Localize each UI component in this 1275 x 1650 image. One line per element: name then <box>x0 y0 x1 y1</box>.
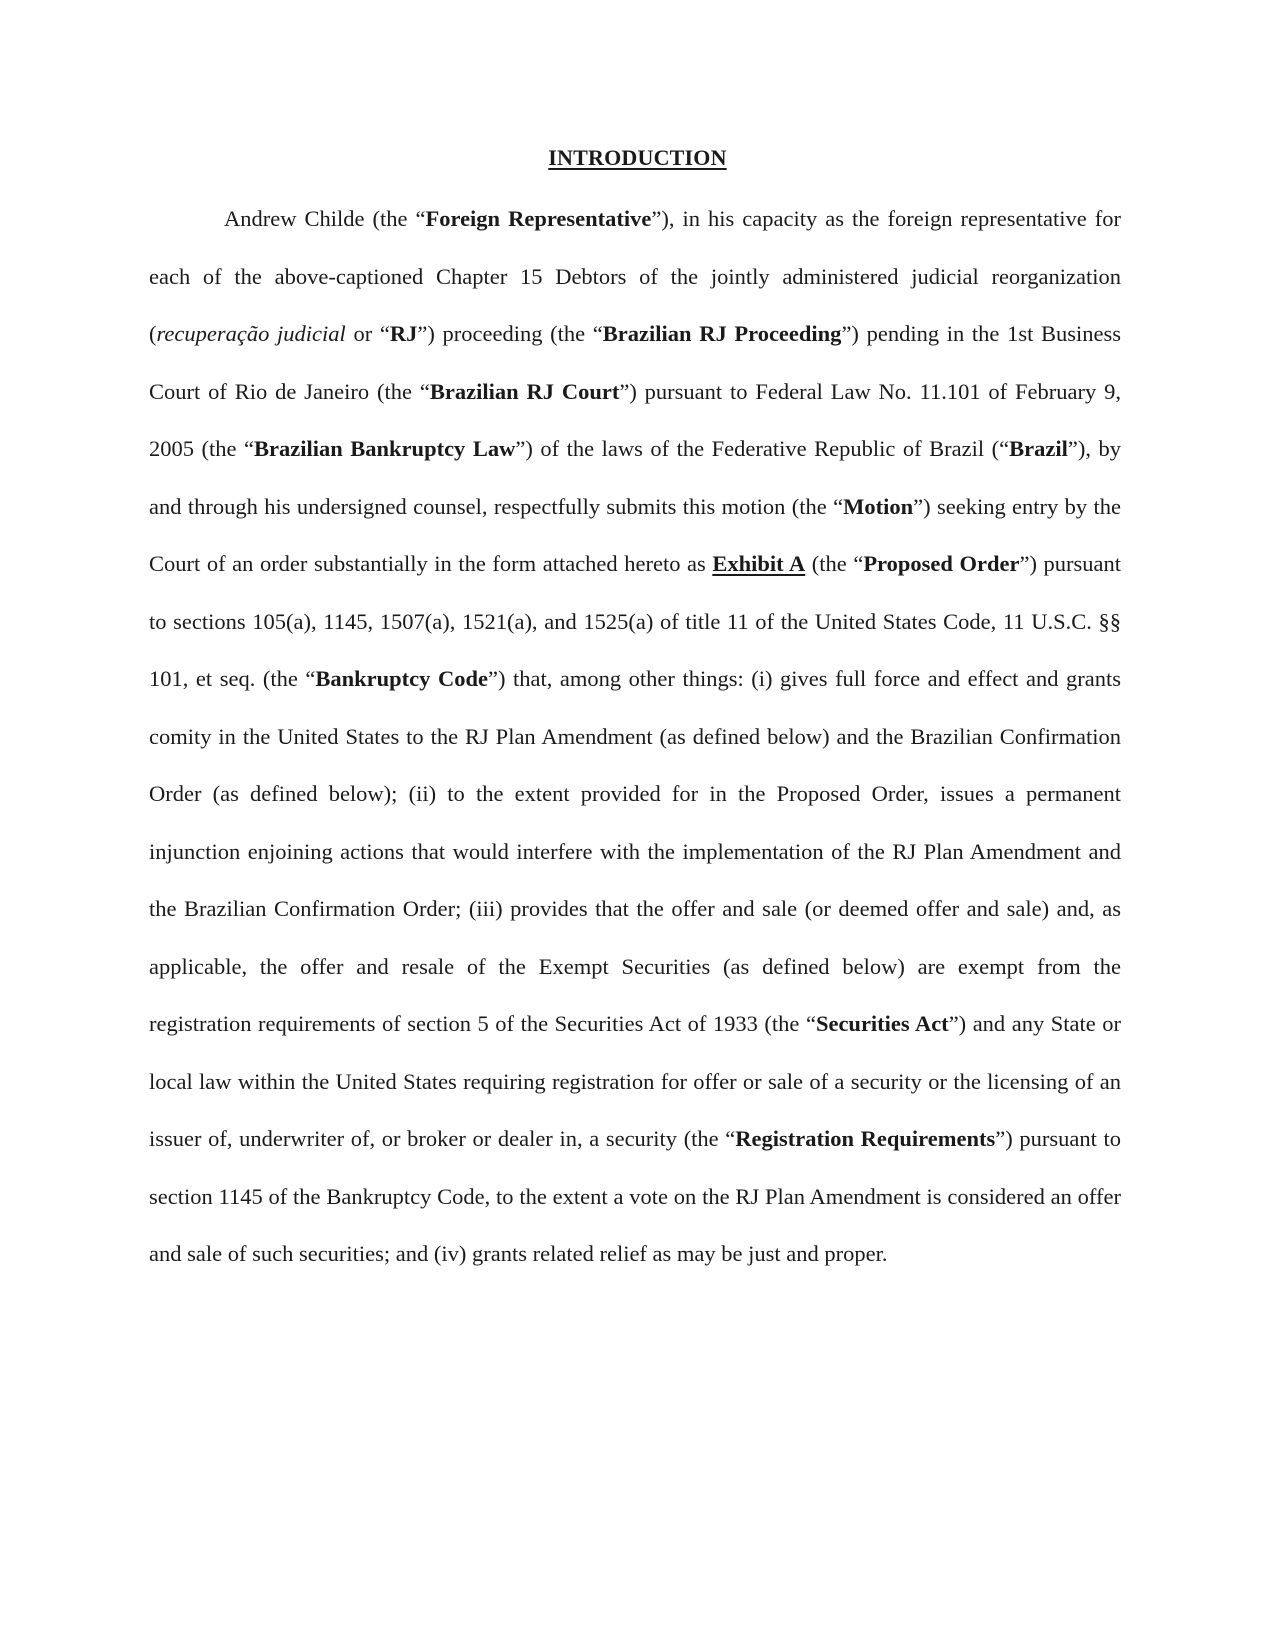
text-segment: Andrew Childe (the “ <box>224 206 426 231</box>
text-segment: ”) seeking entry by the Court of an order substantially in the form attached hereto as <box>149 493 1121 576</box>
text-segment: ”), by and through his undersigned counsel, respectfully submits this motion (the “ <box>149 436 1122 519</box>
introduction-paragraph <box>149 190 1121 1283</box>
text-segment: ”) and any State or local law within the United States requiring registration for offer or sale of a security or the licensing of an issuer of, underwriter of, or broker or dealer in, a security (the “ <box>149 1011 1121 1151</box>
text-segment: ”) of the laws of the Federative Republic of Brazil (“ <box>515 436 1010 461</box>
exhibit-a-reference: Exhibit A <box>712 551 806 576</box>
text-segment: ”) pursuant to Federal Law No. 11.101 of February 9, 2005 (the “ <box>149 378 1121 461</box>
defined-term-motion: Motion <box>843 493 914 519</box>
text-segment: ”), in his capacity as the foreign representative for each of the above-captioned Chapter 15 Debtors of the jointly administered judicial reorganization ( <box>149 206 1121 346</box>
section-heading: INTRODUCTION <box>548 145 727 170</box>
defined-term-rj: RJ <box>389 321 418 346</box>
text-segment: (the “ <box>805 551 864 576</box>
text-segment: ”) that, among other things: (i) gives full force and effect and grants comity in the United States to the RJ Plan Amendment (as defined below) and the Brazilian Confirmation Order (as defined below); (ii) to the extent provided for in the Proposed Order, issues a permanent injunction enjoining actions that would interfere with the implementation of the RJ Plan Amendment and the Brazilian Confirmation Order; (iii) provides that the offer and sale (or deemed offer and sale) and, as applicable, the offer and resale of the Exempt Securities (as defined below) are exempt from the registration requirements of section 5 of the Securities Act of 1933 (the “ <box>149 666 1121 1036</box>
defined-term-foreign-representative: Foreign Representative <box>425 206 652 231</box>
defined-term-bankruptcy-code: Bankruptcy Code <box>315 666 488 691</box>
defined-term-registration-requirements: Registration Requirements <box>735 1126 996 1151</box>
defined-term-brazilian-rj-proceeding: Brazilian RJ Proceeding <box>602 321 842 346</box>
text-segment: ”) pursuant to section 1145 of the Bankruptcy Code, to the extent a vote on the RJ Plan Amendment is considered an offer and sale of such securities; and (iv) grants related relief as may be just and proper. <box>149 1126 1121 1266</box>
text-segment: ”) proceeding (the “ <box>417 321 603 346</box>
defined-term-brazil: Brazil <box>1009 436 1068 461</box>
text-segment: ”) pursuant to sections 105(a), 1145, 1507(a), 1521(a), and 1525(a) of title 11 of the United States Code, 11 U.S.C. §§ 101, et seq. (the “ <box>149 551 1121 691</box>
text-segment: ”) pending in the 1st Business Court of Rio de Janeiro (the “ <box>149 321 1122 404</box>
defined-term-brazilian-rj-court: Brazilian RJ Court <box>429 378 620 404</box>
text-segment: or “ <box>345 321 390 346</box>
defined-term-brazilian-bankruptcy-law: Brazilian Bankruptcy Law <box>254 436 516 461</box>
defined-term-securities-act: Securities Act <box>815 1011 949 1036</box>
defined-term-proposed-order: Proposed Order <box>863 551 1020 576</box>
foreign-term-recuperacao-judicial: recuperação judicial <box>156 321 346 346</box>
